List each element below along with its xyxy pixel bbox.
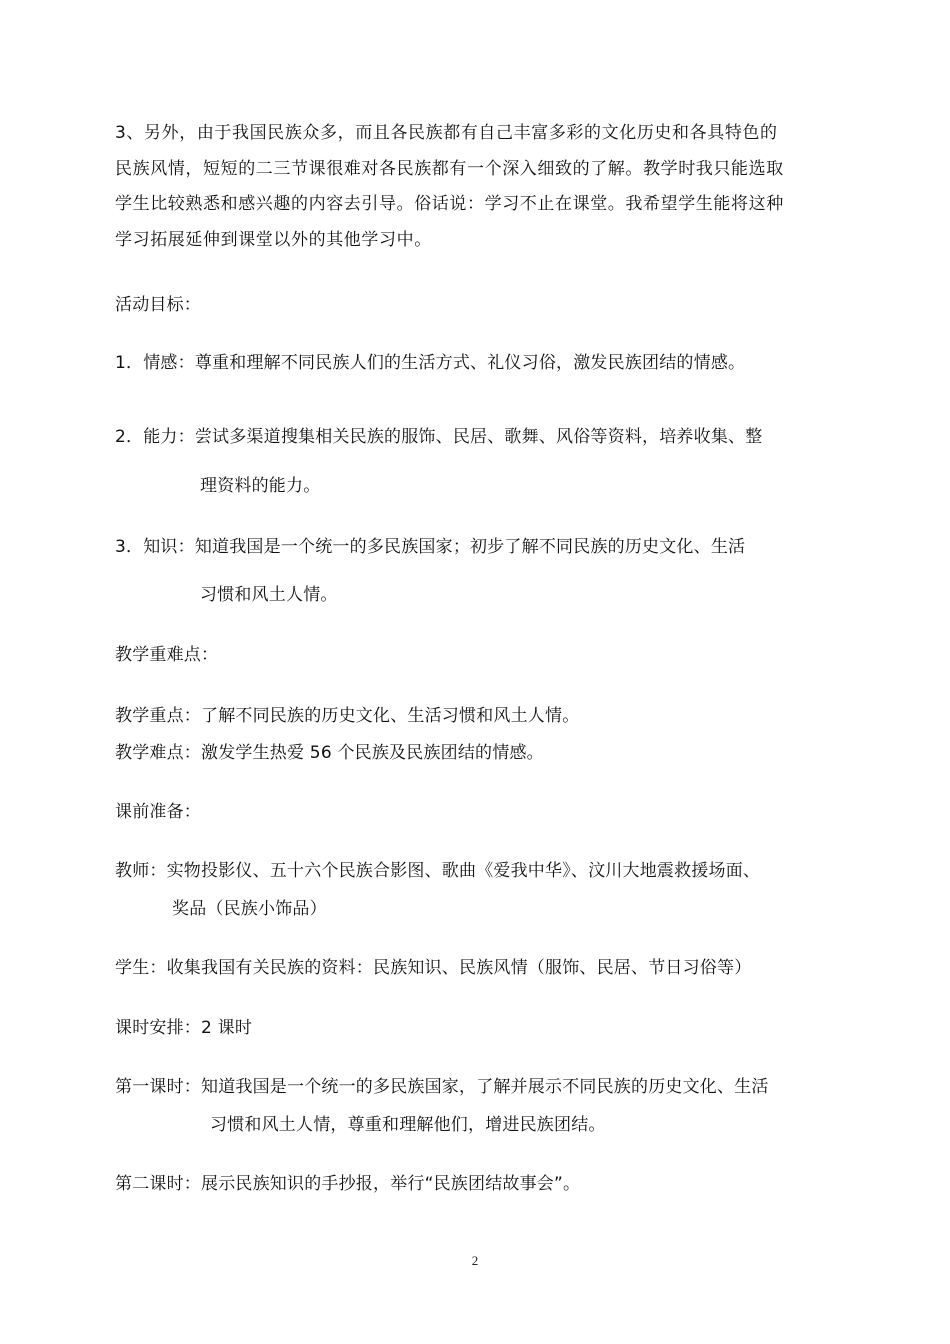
objective-ability: 2．能力：尝试多渠道搜集相关民族的服饰、民居、歌舞、风俗等资料，培养收集、整 — [115, 427, 763, 447]
teacher-preparation-cont: 奖品（民族小饰品） — [172, 899, 327, 919]
lesson-two: 第二课时：展示民族知识的手抄报，举行“民族团结故事会”。 — [115, 1174, 581, 1194]
objective-knowledge-cont: 习惯和风土人情。 — [200, 585, 338, 605]
page-number: 2 — [471, 1253, 479, 1268]
intro-line: 3、另外，由于我国民族众多，而且各民族都有自己丰富多彩的文化历史和各具特色的 — [115, 123, 778, 143]
student-preparation: 学生：收集我国有关民族的资料：民族知识、民族风情（服饰、民居、节日习俗等） — [115, 958, 752, 978]
intro-line: 民族风情，短短的二三节课很难对各民族都有一个深入细致的了解。教学时我只能选取 — [115, 158, 784, 179]
teacher-preparation: 教师：实物投影仪、五十六个民族合影图、歌曲《爱我中华》、汶川大地震救援场面、 — [115, 861, 761, 881]
lesson-one-cont: 习惯和风土人情，尊重和理解他们，增进民族团结。 — [210, 1115, 606, 1135]
intro-line: 学生比较熟悉和感兴趣的内容去引导。俗话说：学习不止在课堂。我希望学生能将这种 — [115, 194, 784, 214]
objectives-heading: 活动目标： — [115, 295, 201, 315]
key-points-heading: 教学重难点： — [115, 645, 219, 665]
teaching-focus: 教学重点：了解不同民族的历史文化、生活习惯和风土人情。 — [115, 706, 580, 726]
objective-knowledge: 3．知识：知道我国是一个统一的多民族国家；初步了解不同民族的历史文化、生活 — [115, 537, 746, 557]
preparation-heading: 课前准备： — [115, 802, 201, 822]
teaching-difficulty: 教学难点：激发学生热爱 56 个民族及民族团结的情感。 — [115, 743, 544, 763]
intro-line: 学习拓展延伸到课堂以外的其他学习中。 — [115, 229, 432, 250]
objective-emotion: 1．情感：尊重和理解不同民族人们的生活方式、礼仪习俗，激发民族团结的情感。 — [115, 353, 746, 373]
schedule-heading: 课时安排：2 课时 — [115, 1018, 253, 1038]
lesson-one: 第一课时：知道我国是一个统一的多民族国家，了解并展示不同民族的历史文化、生活 — [115, 1077, 769, 1097]
intro-paragraph — [115, 116, 845, 258]
objective-ability-cont: 理资料的能力。 — [200, 476, 321, 496]
